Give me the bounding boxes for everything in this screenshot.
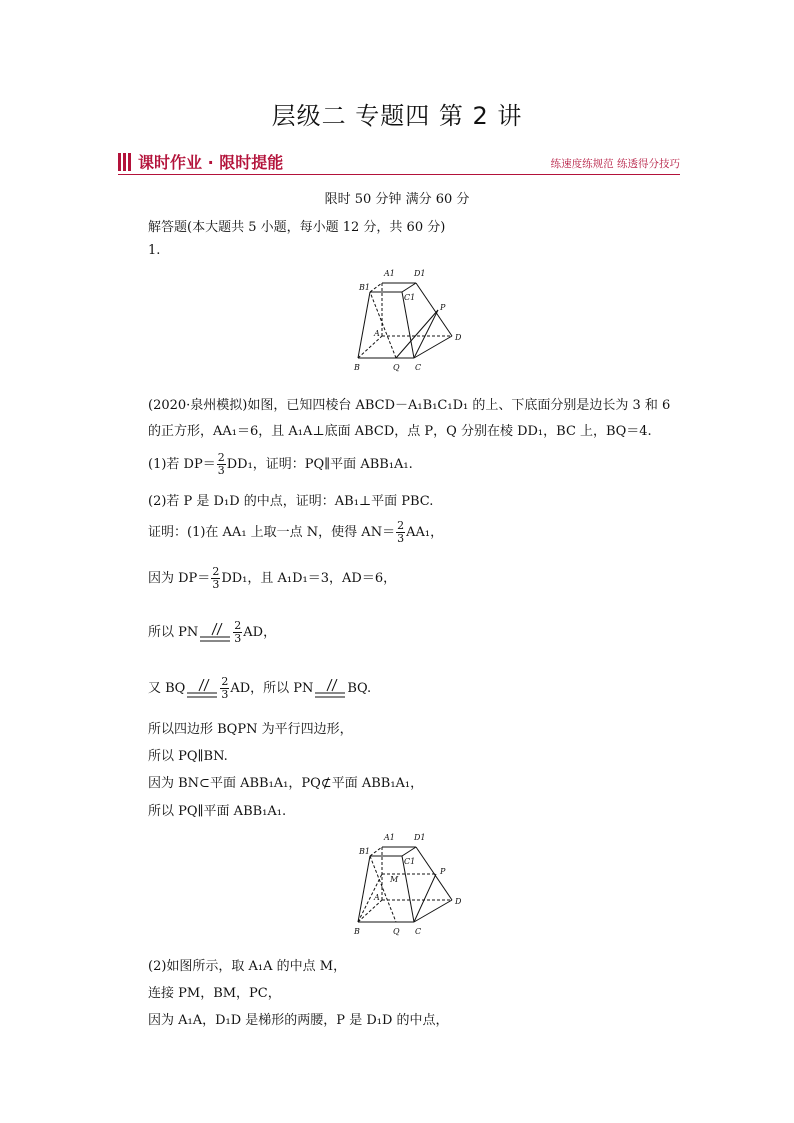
fraction: $\frac{2}{3}$ [234,619,242,645]
fig1-label-D1: D1 [414,269,426,278]
fig2-label-A: A [374,893,380,902]
problem-part-2: (2)若 P 是 D₁D 的中点，证明：AB₁⊥平面 PBC. [148,494,434,509]
fig2-label-C1: C1 [404,857,416,866]
fig1-label-C1: C1 [404,293,416,302]
fig1-label-P: P [440,303,446,312]
proof-line-8: 所以 PQ∥平面 ABB₁A₁. [148,804,287,819]
question-number: 1. [148,243,161,258]
proof-line-10: 连接 PM，BM，PC， [148,986,281,1001]
fig1-label-A: A [374,329,380,338]
proof-line-4: 又 BQ $\frac{2}{3}$ AD，所以 PN BQ. [148,675,372,701]
fig2-label-D: D [455,897,462,906]
problem-line-1: (2020·泉州模拟)如图，已知四棱台 ABCD－A₁B₁C₁D₁ 的上、下底面分别是边长为 3 和 6 [148,398,671,413]
banner-rule [118,174,680,175]
parallel-equal-symbol [200,623,230,643]
fig1-label-Q: Q [393,363,400,372]
proof-line-11: 因为 A₁A，D₁D 是梯形的两腰，P 是 D₁D 的中点， [148,1013,449,1028]
banner-right-text: 练速度练规范 练透得分技巧 [550,158,680,170]
problem-part-1 [148,452,413,477]
fig2-label-A1: A1 [384,833,395,842]
section-banner [118,150,680,176]
fraction: $\frac{2}{3}$ [397,519,405,545]
fig2-label-B: B [354,927,360,936]
time-limit: 限时 50 分钟 满分 60 分 [324,192,470,207]
proof-line-5: 所以四边形 BQPN 为平行四边形， [148,722,353,737]
proof-line-6: 所以 PQ∥BN. [148,749,228,764]
banner-bars-decoration [118,153,133,175]
problem-line-2: 的正方形，AA₁＝6，且 A₁A⊥底面 ABCD，点 P，Q 分别在棱 DD₁，BC 上，BQ＝4. [148,424,652,439]
part1-pre: (1)若 DP＝ [148,457,216,472]
proof-line-1: 证明：(1)在 AA₁ 上取一点 N，使得 AN＝ $\frac{2}{3}$ AA₁， [148,519,444,545]
page-title: 层级二 专题四 第 2 讲 [271,102,523,130]
fig2-label-B1: B1 [359,847,370,856]
banner-label: 课时作业 · 限时提能 [138,153,284,172]
parallel-equal-symbol [187,679,217,699]
fig2-label-Q: Q [393,927,400,936]
fig1-label-C: C [415,363,422,372]
proof-line-2: 因为 DP＝ $\frac{2}{3}$ DD₁，且 A₁D₁＝3，AD＝6， [148,565,397,591]
fraction: $\frac{2}{3}$ [217,451,225,477]
part1-post: DD₁，证明：PQ∥平面 ABB₁A₁. [226,457,413,472]
fig2-label-D1: D1 [414,833,426,842]
parallel-equal-symbol [315,679,345,699]
fig1-label-A1: A1 [384,269,395,278]
section-heading: 解答题(本大题共 5 小题，每小题 12 分，共 60 分) [148,220,446,235]
fig1-label-D: D [455,333,462,342]
fraction: $\frac{2}{3}$ [221,675,229,701]
proof-line-7: 因为 BN⊂平面 ABB₁A₁，PQ⊄平面 ABB₁A₁， [148,776,424,791]
frustum-figure-1 [352,266,472,378]
fig2-label-M: M [390,875,399,884]
fraction: $\frac{2}{3}$ [212,565,220,591]
fig2-label-C: C [415,927,422,936]
frustum-figure-2 [352,830,472,942]
proof-line-3: 所以 PN $\frac{2}{3}$ AD， [148,619,277,645]
fig2-label-P: P [440,867,446,876]
fig1-label-B: B [354,363,360,372]
proof-line-9: (2)如图所示，取 A₁A 的中点 M， [148,959,347,974]
fig1-label-B1: B1 [359,283,370,292]
